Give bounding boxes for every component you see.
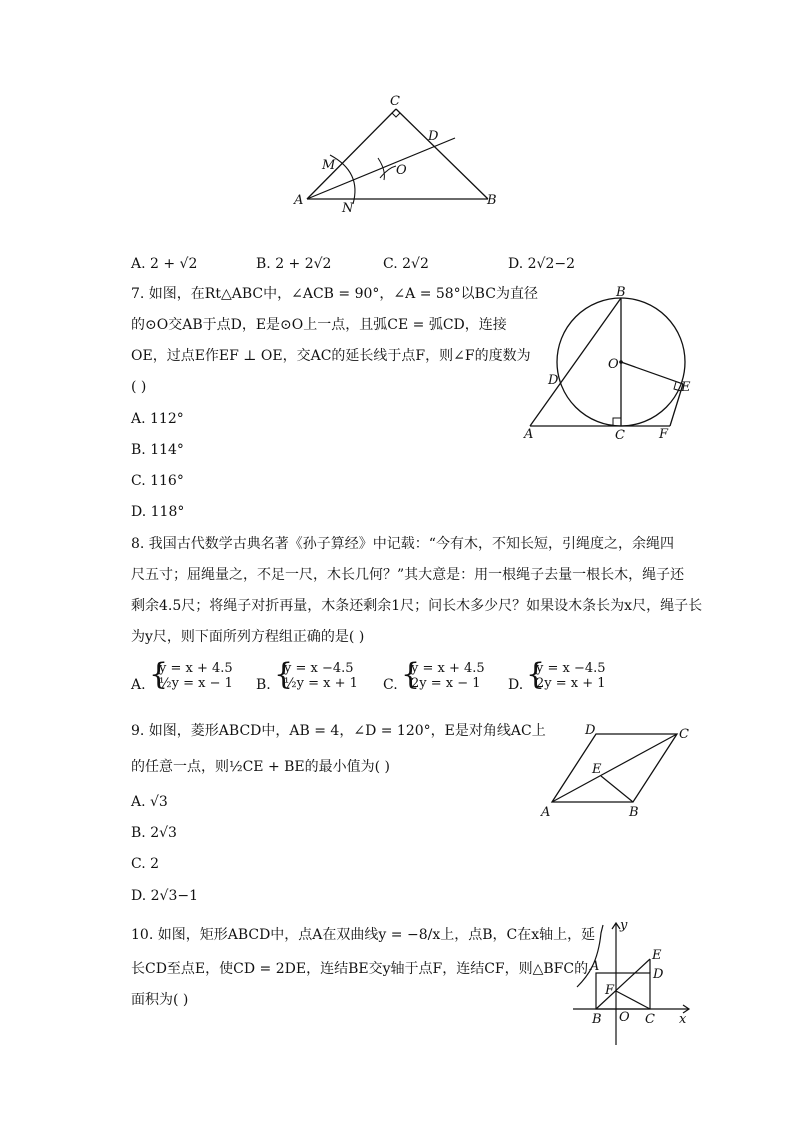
label-b: B: [487, 193, 497, 208]
q8-line-1: 8. 我国古代数学古典名著《孙子算经》中记载：“今有木，不知长短，引绳度之，余绳四: [131, 536, 674, 552]
q8-option-b-label: B.: [256, 677, 271, 693]
label-x: x: [679, 1012, 687, 1027]
q9-option-c[interactable]: C. 2: [131, 856, 160, 872]
equation-2: 2y = x − 1: [411, 676, 481, 691]
q8-line-4: 为y尺，则下面所列方程组正确的是( ): [131, 629, 365, 645]
q9-option-b[interactable]: B. 2√3: [131, 825, 177, 841]
q10-line-1: 10. 如图，矩形ABCD中，点A在双曲线y = −8/x上，点B，C在x轴上，延: [131, 927, 596, 943]
figure-q7: [520, 284, 700, 444]
q6-option-c[interactable]: C. 2√2: [383, 256, 429, 272]
label-o: O: [396, 163, 407, 178]
label-c: C: [645, 1012, 655, 1027]
segment-oe: [621, 362, 683, 384]
q9-line-2: 的任意一点，则½CE + BE的最小值为( ): [131, 759, 391, 775]
label-f: F: [659, 427, 669, 442]
label-d: D: [548, 373, 559, 388]
equation-1: y = x −4.5: [284, 661, 354, 676]
q7-line-2: 的⊙O交AB于点D，E是⊙O上一点，且弧CE = 弧CD，连接: [131, 317, 507, 333]
segment-ac: [307, 109, 396, 199]
q7-line-4: ( ): [131, 379, 147, 395]
label-o: O: [608, 357, 619, 372]
label-b: B: [629, 805, 639, 820]
segment-cf: [616, 991, 650, 1009]
label-a: A: [541, 805, 551, 820]
equation-1: y = x + 4.5: [411, 661, 485, 676]
label-c: C: [390, 94, 400, 109]
brace-icon: {: [274, 657, 294, 692]
q8-option-c-system: [411, 661, 485, 691]
label-e: E: [681, 380, 691, 395]
q7-option-a[interactable]: A. 112°: [131, 411, 184, 427]
diagonal-ac: [552, 734, 677, 802]
q7-line-1: 7. 如图，在Rt△ABC中，∠ACB = 90°，∠A = 58°以BC为直径: [131, 286, 538, 302]
center-dot: [619, 360, 623, 364]
equation-2: 2y = x + 1: [536, 676, 606, 691]
label-f: F: [605, 983, 615, 998]
hyperbola: [577, 925, 603, 987]
q7-option-c[interactable]: C. 116°: [131, 473, 184, 489]
label-y: y: [620, 918, 628, 933]
q7-line-3: OE，过点E作EF ⊥ OE，交AC的延长线于点F，则∠F的度数为: [131, 348, 531, 364]
label-o: O: [619, 1010, 630, 1025]
q8-option-d-label: D.: [508, 677, 524, 693]
brace-icon: {: [526, 657, 546, 692]
equation-2: ½y = x + 1: [284, 676, 358, 691]
q10-line-2: 长CD至点E，使CD = 2DE，连结BE交y轴于点F，连结CF，则△BFC的: [131, 961, 589, 977]
segment-eb: [601, 776, 633, 802]
label-d: D: [653, 967, 664, 982]
q8-option-b-system: [284, 661, 358, 691]
label-a: A: [590, 959, 600, 974]
q9-option-a[interactable]: A. √3: [131, 794, 168, 810]
q8-option-a-label: A.: [131, 677, 146, 693]
label-d: D: [428, 129, 439, 144]
q9-line-1: 9. 如图，菱形ABCD中，AB = 4，∠D = 120°，E是对角线AC上: [131, 723, 546, 739]
q6-option-a[interactable]: A. 2 + √2: [131, 256, 198, 272]
brace-icon: {: [401, 657, 421, 692]
label-a: A: [294, 193, 304, 208]
q8-option-c-label: C.: [383, 677, 398, 693]
equation-2: ½y = x − 1: [159, 676, 233, 691]
q6-option-d[interactable]: D. 2√2−2: [508, 256, 575, 272]
right-angle-mark: [392, 113, 400, 117]
q8-option-d-system: [536, 661, 606, 691]
figure-q9: [535, 720, 705, 825]
right-angle-c: [613, 418, 621, 426]
segment-cb: [396, 109, 488, 199]
q10-line-3: 面积为( ): [131, 992, 189, 1008]
label-a: A: [524, 427, 534, 442]
label-d: D: [585, 723, 596, 738]
brace-icon: {: [149, 657, 169, 692]
label-e: E: [592, 762, 602, 777]
figure-q10: [565, 915, 700, 1050]
q9-option-d[interactable]: D. 2√3−1: [131, 888, 198, 904]
label-e: E: [652, 948, 662, 963]
label-b: B: [616, 285, 626, 300]
label-m: M: [322, 158, 336, 173]
q8-line-2: 尺五寸；屈绳量之，不足一尺，木长几何？”其大意是：用一根绳子去量一根长木，绳子还: [131, 567, 685, 583]
equation-1: y = x + 4.5: [159, 661, 233, 676]
label-c: C: [615, 428, 625, 443]
q7-option-b[interactable]: B. 114°: [131, 442, 184, 458]
figure-q6: [290, 92, 510, 217]
q8-line-3: 剩余4.5尺；将绳子对折再量，木条还剩余1尺；问长木多少尺？如果设木条长为x尺，绳子长: [131, 598, 703, 614]
q7-option-d[interactable]: D. 118°: [131, 504, 185, 520]
equation-1: y = x −4.5: [536, 661, 606, 676]
label-n: N: [342, 201, 354, 216]
q6-option-b[interactable]: B. 2 + 2√2: [256, 256, 332, 272]
q8-option-a-system: [159, 661, 233, 691]
label-c: C: [679, 727, 689, 742]
label-b: B: [592, 1012, 602, 1027]
